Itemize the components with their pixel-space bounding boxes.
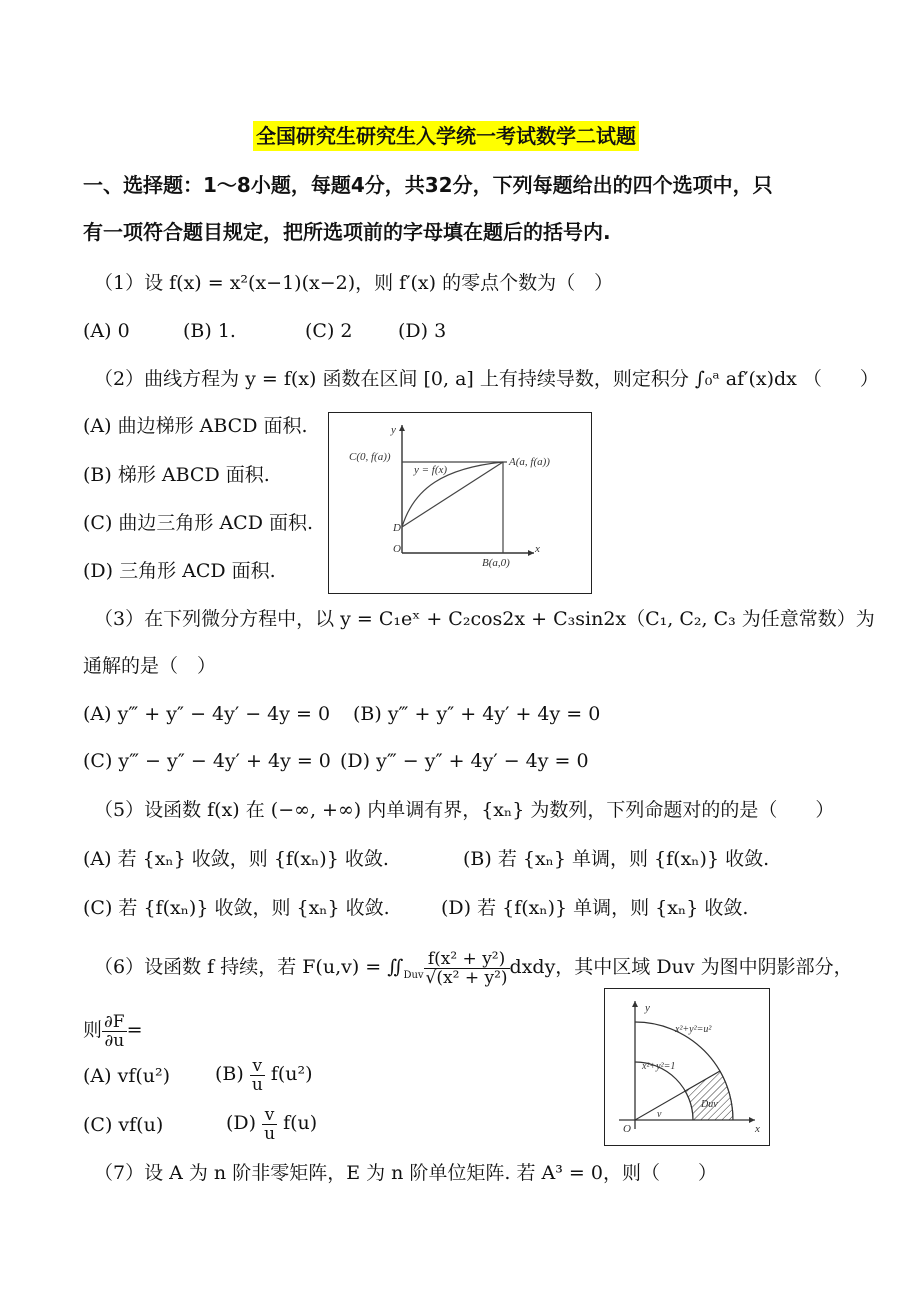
- q6-option-b-frac: [250, 1057, 265, 1094]
- q6-derivative: [83, 1008, 143, 1052]
- q5-stem: （5）设函数 f(x) 在 (−∞, +∞) 内单调有界，{xₙ} 为数列，下列命题对的的是（ ）: [94, 799, 835, 821]
- q6-option-b: [215, 1052, 313, 1096]
- q2-x-arrow: [528, 550, 534, 556]
- q6-option-d-num: v: [262, 1106, 277, 1125]
- q3-stem2: 通解的是（ ）: [83, 655, 217, 677]
- q1-option-c: (C) 2: [305, 320, 353, 342]
- q6-stem-a: （6）设函数 f 持续，若 F(u,v) = ∬: [94, 956, 404, 978]
- q6-deriv-num: ∂F: [104, 1011, 125, 1032]
- q6-label-outer: x²+y²=u²: [675, 1024, 712, 1035]
- q6-integrand-num: f(x² + y²): [424, 950, 510, 969]
- q6-label-o: O: [623, 1123, 631, 1135]
- q2-option-b: (B) 梯形 ABCD 面积.: [83, 464, 270, 486]
- q2-option-c: (C) 曲边三角形 ACD 面积.: [83, 512, 314, 534]
- q6-label-inner: x²+y²=1: [642, 1061, 676, 1072]
- q2-label-y: y: [391, 424, 396, 436]
- q6-stem: [94, 944, 853, 992]
- q5-option-b: (B) 若 {xₙ} 单调，则 {f(xₙ)} 收敛.: [463, 848, 770, 870]
- q1-option-d: (D) 3: [398, 320, 447, 342]
- q6-option-d-suffix: f(u): [283, 1112, 318, 1134]
- section-heading-line1: 一、选择题：1～8小题，每题4分，共32分，下列每题给出的四个选项中，只: [83, 173, 773, 197]
- q2-option-d: (D) 三角形 ACD 面积.: [83, 560, 276, 582]
- q6-option-d-den: u: [264, 1123, 276, 1144]
- q6-integrand-den: √(x² + y²): [425, 967, 508, 988]
- q6-label-x: x: [755, 1123, 760, 1135]
- q6-label-angle: v: [657, 1109, 662, 1120]
- q6-option-b-suffix: f(u²): [270, 1063, 313, 1085]
- q1-option-b: (B) 1.: [183, 320, 236, 342]
- q6-option-a: (A) vf(u²): [83, 1065, 171, 1087]
- q3-option-d: (D) y‴ − y″ + 4y′ − 4y = 0: [340, 750, 589, 772]
- q6-option-c: (C) vf(u): [83, 1114, 164, 1136]
- q6-option-b-num: v: [250, 1057, 265, 1076]
- q2-label-a: A(a, f(a)): [509, 456, 550, 468]
- q3-option-c: (C) y‴ − y″ − 4y′ + 4y = 0: [83, 750, 331, 772]
- q3-option-b: (B) y‴ + y″ + 4y′ + 4y = 0: [353, 703, 601, 725]
- q2-figure: [328, 412, 592, 594]
- q6-deriv-frac: [102, 1013, 127, 1050]
- q1-stem: （1）设 f(x) = x²(x−1)(x−2)，则 f′(x) 的零点个数为（ ）: [94, 272, 614, 294]
- q3-option-a: (A) y‴ + y″ − 4y′ − 4y = 0: [83, 703, 331, 725]
- q1-option-a: (A) 0: [83, 320, 130, 342]
- q2-label-c: C(0, f(a)): [349, 451, 391, 463]
- q2-label-x: x: [535, 543, 540, 555]
- q6-option-b-prefix: (B): [215, 1063, 244, 1085]
- q5-option-c: (C) 若 {f(xₙ)} 收敛，则 {xₙ} 收敛.: [83, 897, 390, 919]
- q6-deriv-prefix: 则: [83, 1019, 103, 1041]
- q2-y-arrow: [399, 425, 405, 431]
- section-heading-line2: 有一项符合题目规定，把所选项前的字母填在题后的括号内.: [83, 220, 611, 244]
- q6-domain-sub: Duv: [403, 969, 424, 981]
- q6-deriv-den: ∂u: [104, 1030, 125, 1051]
- q5-option-a: (A) 若 {xₙ} 收敛，则 {f(xₙ)} 收敛.: [83, 848, 389, 870]
- q6-label-y: y: [645, 1002, 650, 1014]
- q7-stem: （7）设 A 为 n 阶非零矩阵，E 为 n 阶单位矩阵. 若 A³ = 0，则（ ）: [94, 1162, 717, 1184]
- q2-option-a: (A) 曲边梯形 ABCD 面积.: [83, 415, 308, 437]
- q6-stem-b: dxdy，其中区域 Duv 为图中阴影部分，: [509, 956, 853, 978]
- q6-figure: [604, 988, 770, 1146]
- page-title: 全国研究生研究生入学统一考试数学二试题: [253, 121, 639, 151]
- q2-label-o: O: [393, 543, 401, 555]
- q6-option-d: [226, 1101, 317, 1145]
- q5-option-d: (D) 若 {f(xₙ)} 单调，则 {xₙ} 收敛.: [441, 897, 749, 919]
- q6-integrand: [424, 950, 510, 987]
- q6-label-region: Duv: [701, 1099, 718, 1110]
- q6-option-d-frac: [262, 1106, 277, 1143]
- q6-option-b-den: u: [251, 1074, 263, 1095]
- q6-option-d-prefix: (D): [226, 1112, 257, 1134]
- q6-figure-svg: [605, 989, 769, 1145]
- q6-y-arrow: [632, 1001, 638, 1007]
- q2-figure-svg: [329, 413, 591, 593]
- q2-label-d: D: [393, 522, 401, 534]
- q3-stem: （3）在下列微分方程中，以 y = C₁eˣ + C₂cos2x + C₃sin2x（C₁, C₂, C₃ 为任意常数）为: [94, 608, 875, 630]
- q2-label-curve: y = f(x): [414, 464, 448, 476]
- q6-deriv-suffix: =: [126, 1019, 143, 1041]
- q2-label-b: B(a,0): [482, 557, 510, 569]
- q2-stem: （2）曲线方程为 y = f(x) 函数在区间 [0, a] 上有持续导数，则定积分 ∫₀ᵃ af′(x)dx （ ）: [94, 368, 879, 390]
